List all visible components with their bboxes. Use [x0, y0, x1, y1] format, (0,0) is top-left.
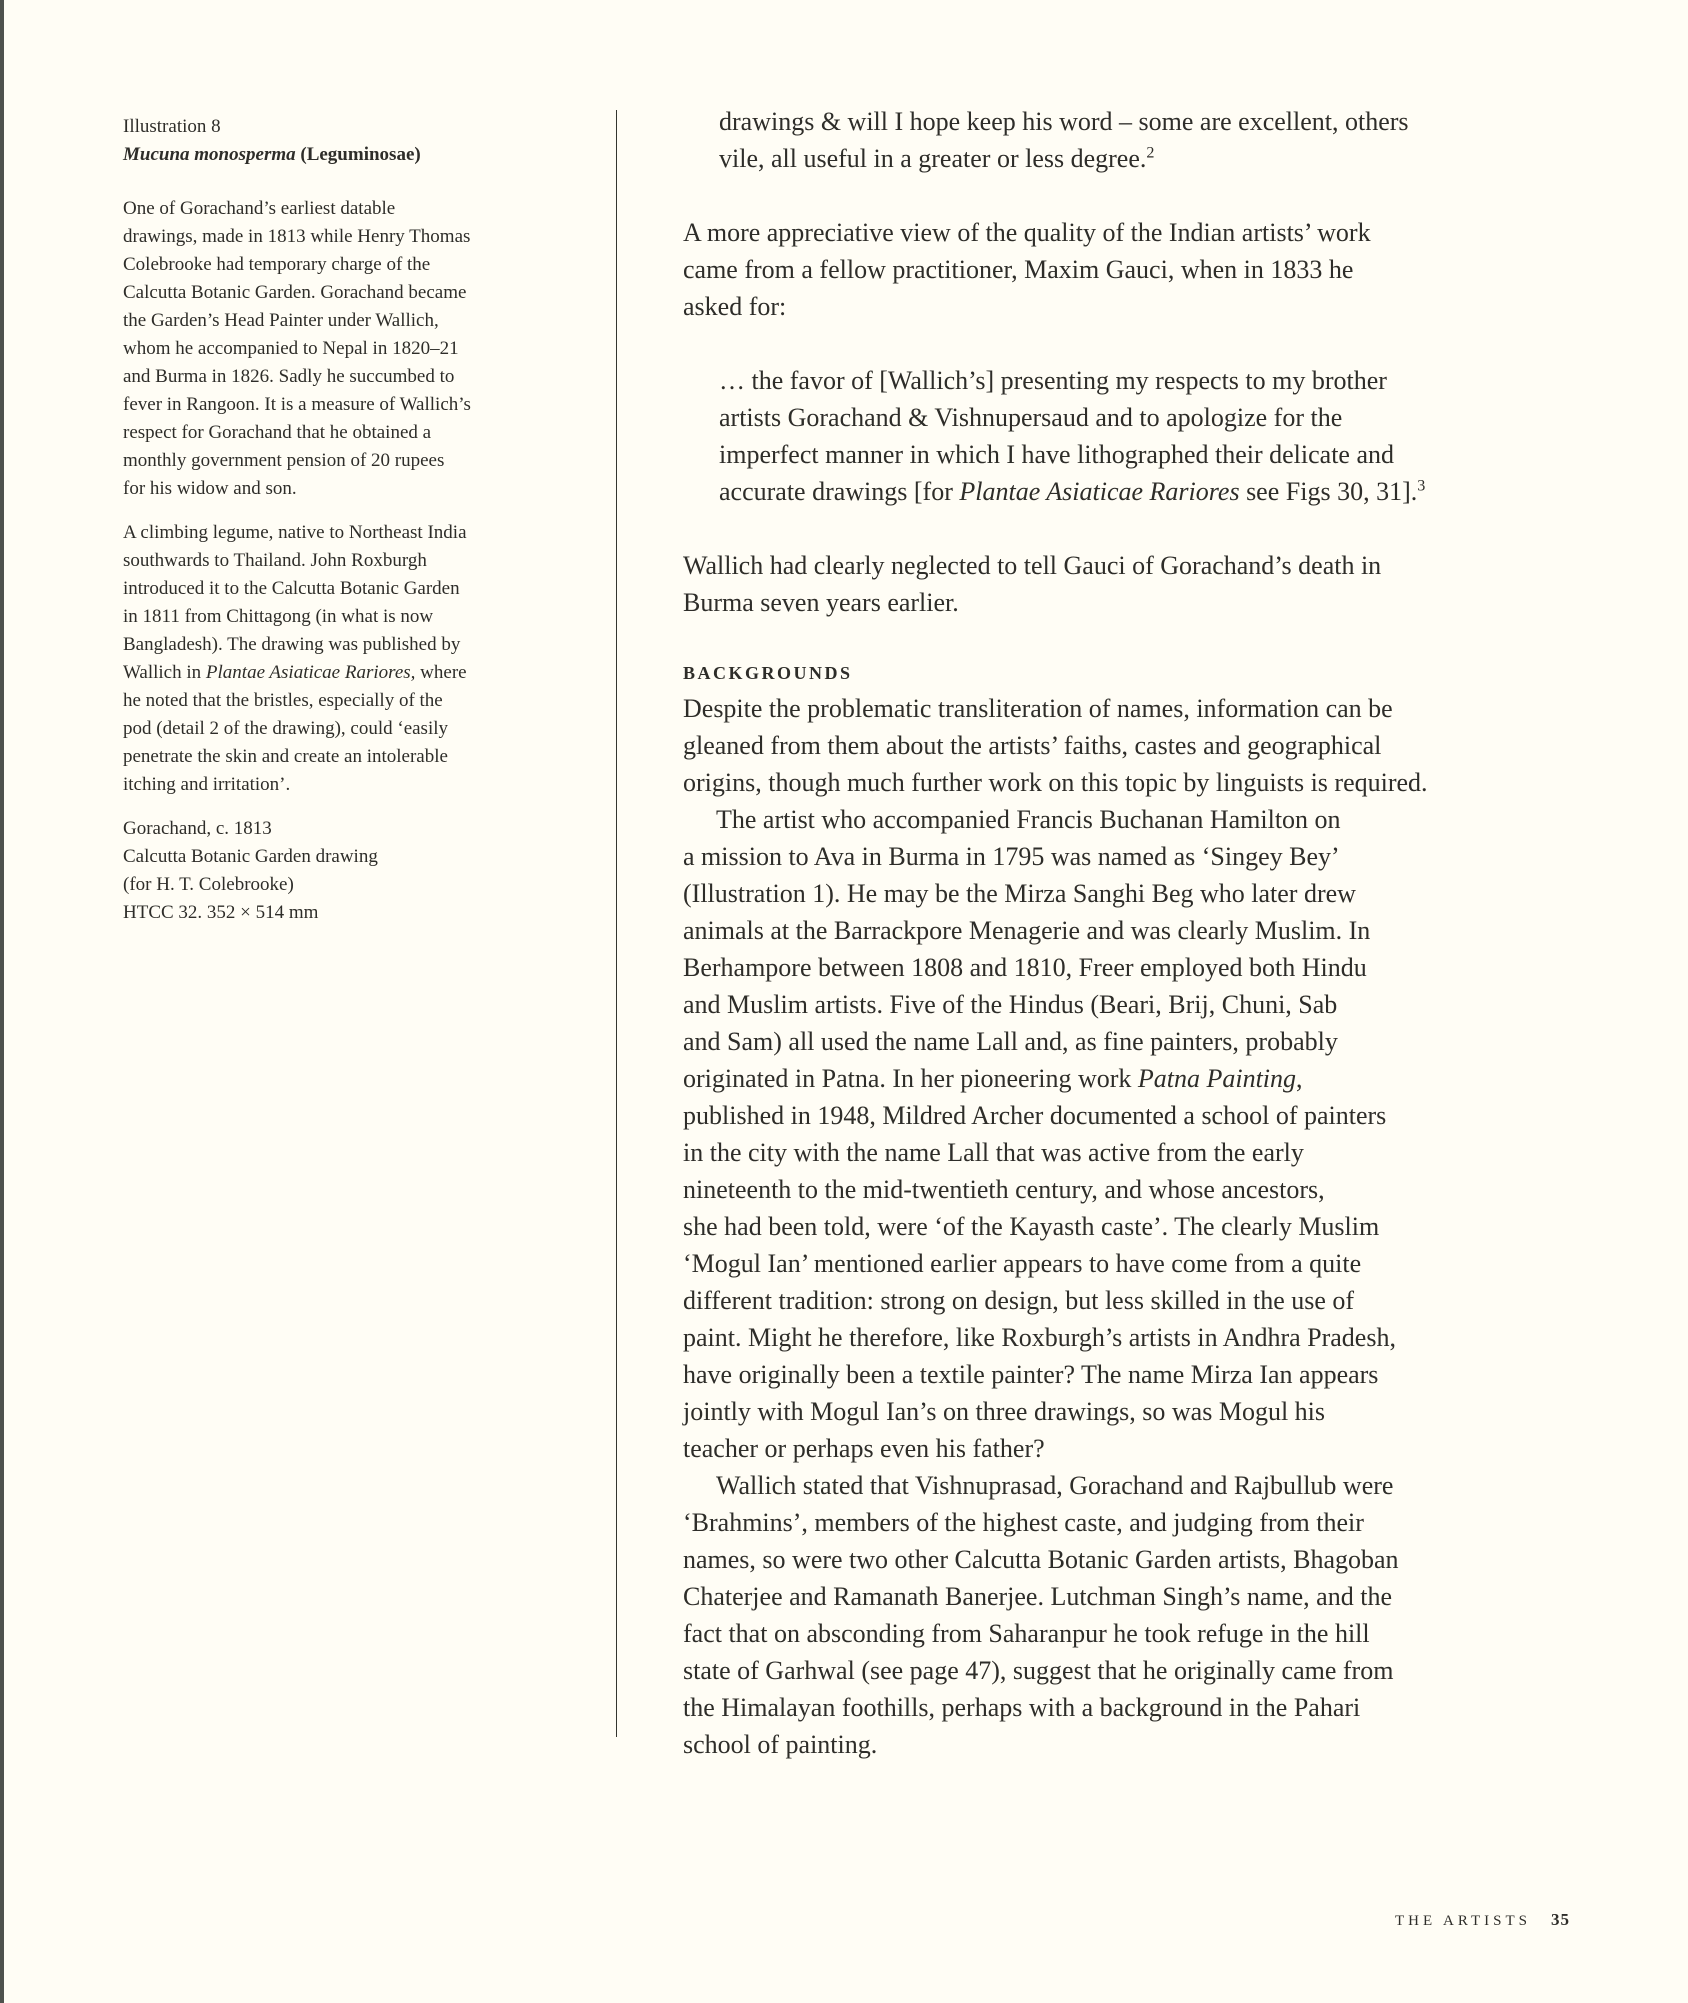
main-text-column [683, 103, 1583, 1763]
text-line [683, 1615, 1583, 1652]
text-line [683, 912, 1583, 949]
text-segment: Wallich in [123, 662, 206, 683]
text-segment: published in 1948, Mildred Archer documented a school of painters [683, 1101, 1387, 1130]
text-line [683, 764, 1583, 801]
text-line [719, 473, 1583, 510]
text-line [719, 362, 1583, 399]
text-line [683, 288, 1583, 325]
text-segment: vile, all useful in a greater or less degree. [719, 144, 1147, 173]
text-segment: see Figs 30, 31]. [1239, 477, 1418, 506]
text-segment: she had been told, were ‘of the Kayasth caste’. The clearly Muslim [683, 1212, 1380, 1241]
text-line [123, 743, 523, 771]
text-line [123, 519, 523, 547]
footnote-reference: 2 [1146, 144, 1155, 162]
text-segment: drawings, made in 1813 while Henry Thomas [123, 226, 471, 247]
text-segment: Patna Painting [1137, 1064, 1297, 1093]
text-line [123, 307, 523, 335]
text-line [123, 279, 523, 307]
text-line [123, 391, 523, 419]
footer-section-label: THE ARTISTS [1394, 1913, 1531, 1929]
text-segment: Plantae Asiaticae Rariores, [205, 662, 416, 683]
text-segment: fact that on absconding from Saharanpur he took refuge in the hill [683, 1619, 1370, 1648]
text-line [683, 1393, 1583, 1430]
text-line [683, 1208, 1583, 1245]
text-segment: Berhampore between 1808 and 1810, Freer employed both Hindu [683, 953, 1367, 982]
text-segment: Burma seven years earlier. [683, 588, 959, 617]
text-segment: Wallich had clearly neglected to tell Gauci of Gorachand’s death in [683, 551, 1382, 580]
block-quote-roxburgh [719, 103, 1583, 177]
text-segment: HTCC 32. 352 × 514 mm [123, 902, 319, 923]
text-segment: The artist who accompanied Francis Buchanan Hamilton on [716, 805, 1341, 834]
text-line [123, 843, 523, 871]
text-segment: respect for Gorachand that he obtained a [123, 422, 432, 443]
text-segment: school of painting. [683, 1730, 878, 1759]
text-line [123, 251, 523, 279]
text-segment: monthly government pension of 20 rupees [123, 450, 445, 471]
text-segment: Despite the problematic transliteration of names, information can be [683, 694, 1393, 723]
text-segment: (Illustration 1). He may be the Mirza Sanghi Beg who later drew [683, 879, 1356, 908]
text-segment: Plantae Asiaticae Rariores [959, 477, 1240, 506]
text-line [123, 603, 523, 631]
text-segment: accurate drawings [for [719, 477, 960, 506]
text-segment: and Sam) all used the name Lall and, as fine painters, probably [683, 1027, 1338, 1056]
text-line [683, 1171, 1583, 1208]
text-segment: ‘Brahmins’, members of the highest caste, and judging from their [683, 1508, 1364, 1537]
text-line [683, 875, 1583, 912]
text-line [683, 1245, 1583, 1282]
running-footer [1395, 1910, 1570, 1930]
text-segment: where [415, 662, 467, 683]
text-line [683, 251, 1583, 288]
text-line [683, 727, 1583, 764]
text-segment: Illustration 8 [123, 116, 221, 137]
text-segment: names, so were two other Calcutta Botanic Garden artists, Bhagoban [683, 1545, 1399, 1574]
text-line [123, 575, 523, 603]
text-line [683, 690, 1583, 727]
paragraph-gauci-intro [683, 214, 1583, 325]
text-segment: gleaned from them about the artists’ faiths, castes and geographical [683, 731, 1382, 760]
text-segment: Mucuna monosperma [123, 144, 296, 165]
text-line [123, 447, 523, 475]
text-line [683, 1467, 1583, 1504]
text-segment: Calcutta Botanic Garden. Gorachand became [123, 282, 467, 303]
text-line [683, 986, 1583, 1023]
text-line [683, 1097, 1583, 1134]
text-segment: and Burma in 1826. Sadly he succumbed to [123, 366, 455, 387]
text-line [123, 363, 523, 391]
text-line [683, 949, 1583, 986]
text-line [683, 1689, 1583, 1726]
text-line [123, 871, 523, 899]
text-segment: … the favor of [Wallich’s] presenting my respects to my brother [719, 366, 1387, 395]
text-line [719, 140, 1583, 177]
text-segment: fever in Rangoon. It is a measure of Wallich’s [123, 394, 471, 415]
text-line [683, 801, 1583, 838]
text-segment: in the city with the name Lall that was active from the early [683, 1138, 1304, 1167]
artwork-credit-caption [123, 815, 523, 927]
block-quote-gauci [719, 362, 1583, 510]
text-segment: Colebrooke had temporary charge of the [123, 254, 431, 275]
paragraph-backgrounds-body [683, 690, 1583, 1763]
text-line [123, 113, 523, 141]
text-line [683, 1578, 1583, 1615]
text-line [719, 436, 1583, 473]
text-line [683, 214, 1583, 251]
text-line [683, 1060, 1583, 1097]
text-line [719, 399, 1583, 436]
text-segment: he noted that the bristles, especially of the [123, 690, 443, 711]
text-segment: Bangladesh). The drawing was published by [123, 634, 461, 655]
text-segment: paint. Might he therefore, like Roxburgh’s artists in Andhra Pradesh, [683, 1323, 1396, 1352]
text-segment: southwards to Thailand. John Roxburgh [123, 550, 427, 571]
page-left-edge [0, 0, 4, 2003]
text-line [683, 1319, 1583, 1356]
text-segment: asked for: [683, 292, 787, 321]
text-segment: A more appreciative view of the quality of the Indian artists’ work [683, 218, 1371, 247]
text-segment: (Leguminosae) [295, 144, 421, 165]
text-line [683, 1652, 1583, 1689]
illustration-caption-column [123, 113, 523, 943]
text-segment: have originally been a textile painter? The name Mirza Ian appears [683, 1360, 1379, 1389]
text-segment: Gorachand, c. 1813 [123, 818, 272, 839]
text-line [123, 223, 523, 251]
text-line [123, 141, 523, 169]
text-segment: origins, though much further work on this topic by linguists is required. [683, 768, 1428, 797]
text-line [683, 1430, 1583, 1467]
text-line [123, 475, 523, 503]
text-segment: penetrate the skin and create an intolerable [123, 746, 448, 767]
text-line [683, 1023, 1583, 1060]
text-line [683, 1356, 1583, 1393]
illustration-title [123, 113, 523, 169]
text-segment: teacher or perhaps even his father? [683, 1434, 1045, 1463]
text-segment: animals at the Barrackpore Menagerie and was clearly Muslim. In [683, 916, 1371, 945]
footer-page-number: 35 [1551, 1910, 1570, 1929]
footnote-reference: 3 [1417, 477, 1426, 495]
column-divider-rule [616, 110, 617, 1737]
text-segment: the Himalayan foothills, perhaps with a background in the Pahari [683, 1693, 1361, 1722]
text-segment: (for H. T. Colebrooke) [123, 874, 294, 895]
text-segment: and Muslim artists. Five of the Hindus (Beari, Brij, Chuni, Sab [683, 990, 1338, 1019]
text-line [683, 1134, 1583, 1171]
text-segment: a mission to Ava in Burma in 1795 was named as ‘Singey Bey’ [683, 842, 1340, 871]
text-line [683, 1504, 1583, 1541]
text-segment: One of Gorachand’s earliest datable [123, 198, 396, 219]
text-segment: itching and irritation’. [123, 774, 291, 795]
text-segment: introduced it to the Calcutta Botanic Garden [123, 578, 460, 599]
text-segment: Calcutta Botanic Garden drawing [123, 846, 378, 867]
text-line [123, 815, 523, 843]
text-line [123, 687, 523, 715]
text-segment: state of Garhwal (see page 47), suggest that he originally came from [683, 1656, 1394, 1685]
text-segment: artists Gorachand & Vishnupersaud and to apologize for the [719, 403, 1343, 432]
text-line [683, 1726, 1583, 1763]
text-segment: jointly with Mogul Ian’s on three drawings, so was Mogul his [683, 1397, 1326, 1426]
text-segment: Chaterjee and Ramanath Banerjee. Lutchman Singh’s name, and the [683, 1582, 1392, 1611]
text-segment: , [1296, 1064, 1303, 1093]
text-segment: nineteenth to the mid-twentieth century, and whose ancestors, [683, 1175, 1325, 1204]
text-line [123, 715, 523, 743]
text-line [683, 584, 1583, 621]
text-line [683, 547, 1583, 584]
text-line [123, 419, 523, 447]
text-segment: A climbing legume, native to Northeast India [123, 522, 467, 543]
text-segment: in 1811 from Chittagong (in what is now [123, 606, 434, 627]
text-segment: the Garden’s Head Painter under Wallich, [123, 310, 439, 331]
caption-paragraph-biography [123, 195, 523, 503]
text-line [123, 547, 523, 575]
text-line [683, 838, 1583, 875]
text-line [123, 195, 523, 223]
text-line [719, 103, 1583, 140]
section-heading-backgrounds: BACKGROUNDS [683, 663, 853, 683]
caption-paragraph-botany [123, 519, 523, 799]
text-segment: for his widow and son. [123, 478, 297, 499]
text-line [683, 1541, 1583, 1578]
text-line [123, 659, 523, 687]
text-segment: different tradition: strong on design, but less skilled in the use of [683, 1286, 1355, 1315]
text-line [123, 335, 523, 363]
paragraph-wallich-neglect [683, 547, 1583, 621]
text-segment: imperfect manner in which I have lithographed their delicate and [719, 440, 1394, 469]
text-line [123, 631, 523, 659]
text-line [123, 771, 523, 799]
text-segment: drawings & will I hope keep his word – some are excellent, others [719, 107, 1409, 136]
text-segment: originated in Patna. In her pioneering work [683, 1064, 1138, 1093]
text-segment: pod (detail 2 of the drawing), could ‘easily [123, 718, 449, 739]
text-segment: came from a fellow practitioner, Maxim Gauci, when in 1833 he [683, 255, 1354, 284]
text-line [123, 899, 523, 927]
text-line [683, 1282, 1583, 1319]
text-segment: Wallich stated that Vishnuprasad, Gorachand and Rajbullub were [716, 1471, 1394, 1500]
text-segment: whom he accompanied to Nepal in 1820–21 [123, 338, 459, 359]
text-segment: ‘Mogul Ian’ mentioned earlier appears to have come from a quite [683, 1249, 1362, 1278]
